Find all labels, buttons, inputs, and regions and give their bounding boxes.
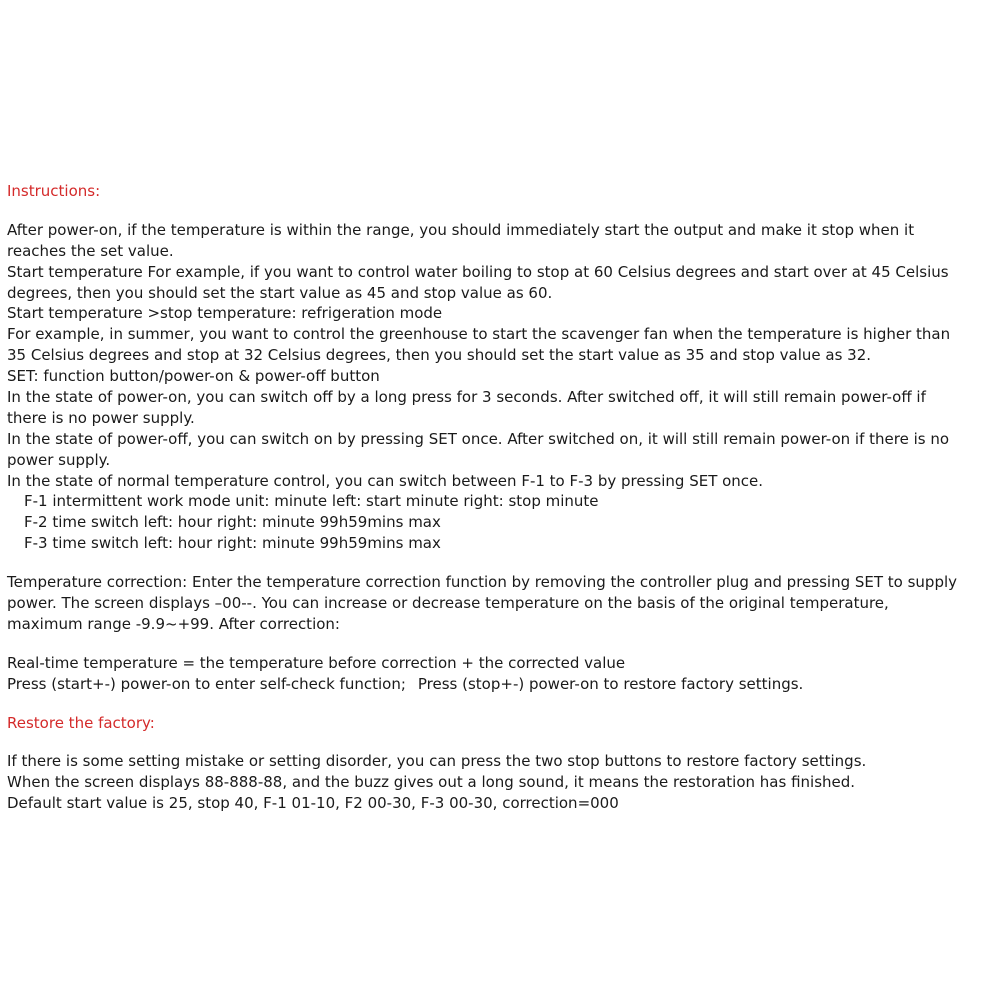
instruction-line: reaches the set value. bbox=[7, 241, 174, 260]
press-line bbox=[7, 674, 997, 695]
restore-line: When the screen displays 88-888-88, and the buzz gives out a long sound, it means the restoration has finished. bbox=[7, 773, 856, 792]
instruction-line: power supply. bbox=[7, 450, 111, 469]
instruction-line: In the state of power-on, you can switch off by a long press for 3 seconds. After switched off, it will still remain power-off if bbox=[7, 388, 926, 407]
instruction-line: In the state of power-off, you can switch on by pressing SET once. After switched on, it will still remain power-on if there is no bbox=[7, 429, 950, 448]
section-gap bbox=[7, 554, 997, 572]
instruction-line: there is no power supply. bbox=[7, 408, 195, 427]
instructions-heading: Instructions: bbox=[7, 182, 101, 200]
instruction-line: For example, in summer, you want to control the greenhouse to start the scavenger fan when the temperature is higher than bbox=[7, 325, 951, 344]
instruction-line: degrees, then you should set the start value as 45 and stop value as 60. bbox=[7, 283, 553, 302]
section-gap bbox=[7, 695, 997, 713]
section-gap bbox=[7, 635, 997, 653]
factory-reset-text: Press (stop+-) power-on to restore factory settings. bbox=[417, 674, 804, 693]
correction-line: Temperature correction: Enter the temperature correction function by removing the controller plug and pressing SET to supply bbox=[7, 573, 958, 592]
formula-line: Real-time temperature = the temperature before correction + the corrected value bbox=[7, 653, 626, 672]
instruction-line: After power-on, if the temperature is within the range, you should immediately start the output and make it stop when it bbox=[7, 220, 915, 239]
instructions-paragraph bbox=[7, 220, 997, 554]
mode-line-f3: F-3 time switch left: hour right: minute 99h59mins max bbox=[24, 534, 441, 553]
correction-line: maximum range -9.9~+99. After correction: bbox=[7, 614, 340, 633]
correction-paragraph bbox=[7, 572, 997, 635]
instruction-line: 35 Celsius degrees and stop at 32 Celsius degrees, then you should set the start value as 35 and stop value as 32. bbox=[7, 346, 872, 365]
instruction-line: SET: function button/power-on & power-off button bbox=[7, 367, 380, 386]
mode-line-f2: F-2 time switch left: hour right: minute 99h59mins max bbox=[24, 513, 441, 532]
mode-line-f1: F-1 intermittent work mode unit: minute left: start minute right: stop minute bbox=[24, 492, 599, 511]
instruction-line: Start temperature >stop temperature: refrigeration mode bbox=[7, 304, 443, 323]
section-gap bbox=[7, 733, 997, 751]
instruction-line: Start temperature For example, if you want to control water boiling to stop at 60 Celsius degrees and start over at 45 Celsius bbox=[7, 262, 949, 281]
formula-paragraph bbox=[7, 653, 997, 695]
restore-paragraph bbox=[7, 751, 997, 814]
self-check-text: Press (start+-) power-on to enter self-check function; bbox=[7, 674, 406, 693]
document-body bbox=[7, 181, 997, 814]
restore-line: Default start value is 25, stop 40, F-1 01-10, F2 00-30, F-3 00-30, correction=000 bbox=[7, 794, 619, 813]
instruction-line: In the state of normal temperature control, you can switch between F-1 to F-3 by pressing SET once. bbox=[7, 471, 764, 490]
restore-line: If there is some setting mistake or setting disorder, you can press the two stop buttons to restore factory settings. bbox=[7, 752, 867, 771]
correction-line: power. The screen displays –00--. You can increase or decrease temperature on the basis of the original temperature, bbox=[7, 594, 889, 613]
section-gap bbox=[7, 202, 997, 220]
restore-heading: Restore the factory: bbox=[7, 713, 155, 732]
